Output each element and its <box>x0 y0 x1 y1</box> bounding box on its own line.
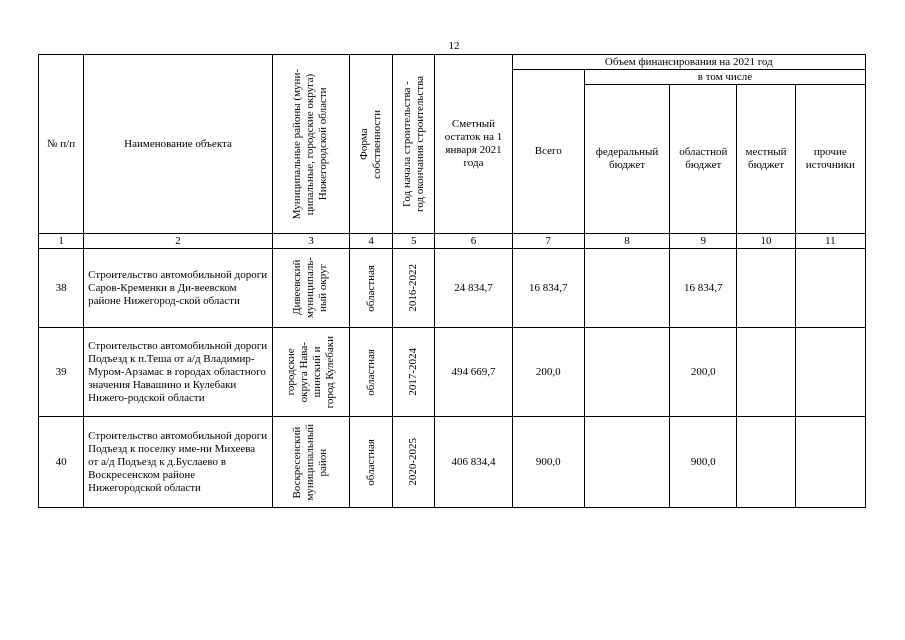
investment-table <box>38 54 866 508</box>
other-cell <box>795 417 865 508</box>
other-cell <box>795 249 865 328</box>
regional-cell: 200,0 <box>670 328 737 417</box>
municipality-cell: городские округа Нава- шинский и город Кулебаки <box>272 328 349 417</box>
years-cell: 2016-2022 <box>393 249 435 328</box>
column-number: 5 <box>393 234 435 249</box>
page-number: 12 <box>448 40 460 52</box>
estimate-cell: 24 834,7 <box>435 249 512 328</box>
column-number-row <box>39 234 866 249</box>
header-years: Год начала строительства - год окончания строительства <box>393 55 435 234</box>
municipality-cell: Дивеевский муниципаль- ный округ <box>272 249 349 328</box>
header-local: местный бюджет <box>737 85 795 234</box>
column-number: 4 <box>350 234 393 249</box>
column-number: 6 <box>435 234 512 249</box>
row-number: 38 <box>39 249 84 328</box>
row-number: 39 <box>39 328 84 417</box>
object-name: Строительство автомобильной дороги Подъезд к поселку име-ни Михеева от а/д Подъезд к д.Буслаево в Воскресенском районе Нижегородской области <box>84 417 273 508</box>
years-cell: 2020-2025 <box>393 417 435 508</box>
total-cell: 200,0 <box>512 328 584 417</box>
local-cell <box>737 417 795 508</box>
column-number: 7 <box>512 234 584 249</box>
estimate-cell: 406 834,4 <box>435 417 512 508</box>
estimate-cell: 494 669,7 <box>435 328 512 417</box>
years-cell: 2017-2024 <box>393 328 435 417</box>
row-number: 40 <box>39 417 84 508</box>
ownership-cell: областная <box>350 249 393 328</box>
table-row <box>39 417 866 508</box>
total-cell: 16 834,7 <box>512 249 584 328</box>
ownership-cell: областная <box>350 328 393 417</box>
column-number: 2 <box>84 234 273 249</box>
total-cell: 900,0 <box>512 417 584 508</box>
regional-cell: 900,0 <box>670 417 737 508</box>
local-cell <box>737 328 795 417</box>
header-other: прочие источники <box>795 85 865 234</box>
column-number: 11 <box>795 234 865 249</box>
header-name: Наименование объекта <box>84 55 273 234</box>
column-number: 10 <box>737 234 795 249</box>
object-name: Строительство автомобильной дороги Подъезд к п.Теша от а/д Владимир-Муром-Арзамас в городах областного значения Навашино и Кулебаки Нижего-родской области <box>84 328 273 417</box>
column-number: 3 <box>272 234 349 249</box>
column-number: 8 <box>584 234 669 249</box>
header-estimate: Сметный остаток на 1 января 2021 года <box>435 55 512 234</box>
header-no: № п/п <box>39 55 84 234</box>
header-funding-group: Объем финансирования на 2021 год <box>512 55 865 70</box>
federal-cell <box>584 328 669 417</box>
header-federal: федеральный бюджет <box>584 85 669 234</box>
header-regional: областной бюджет <box>670 85 737 234</box>
table-row <box>39 249 866 328</box>
ownership-cell: областная <box>350 417 393 508</box>
header-municipality: Муниципальные районы (муни- ципальные, городские округа) Нижегородской области <box>272 55 349 234</box>
object-name: Строительство автомобильной дороги Саров-Кременки в Ди-веевском районе Нижегород-ской области <box>84 249 273 328</box>
municipality-cell: Воскресенский муниципальный район <box>272 417 349 508</box>
federal-cell <box>584 417 669 508</box>
column-number: 1 <box>39 234 84 249</box>
header-total: Всего <box>512 70 584 234</box>
regional-cell: 16 834,7 <box>670 249 737 328</box>
other-cell <box>795 328 865 417</box>
federal-cell <box>584 249 669 328</box>
header-ownership: Форма собственности <box>350 55 393 234</box>
local-cell <box>737 249 795 328</box>
header-including: в том числе <box>584 70 865 85</box>
table-row <box>39 328 866 417</box>
column-number: 9 <box>670 234 737 249</box>
